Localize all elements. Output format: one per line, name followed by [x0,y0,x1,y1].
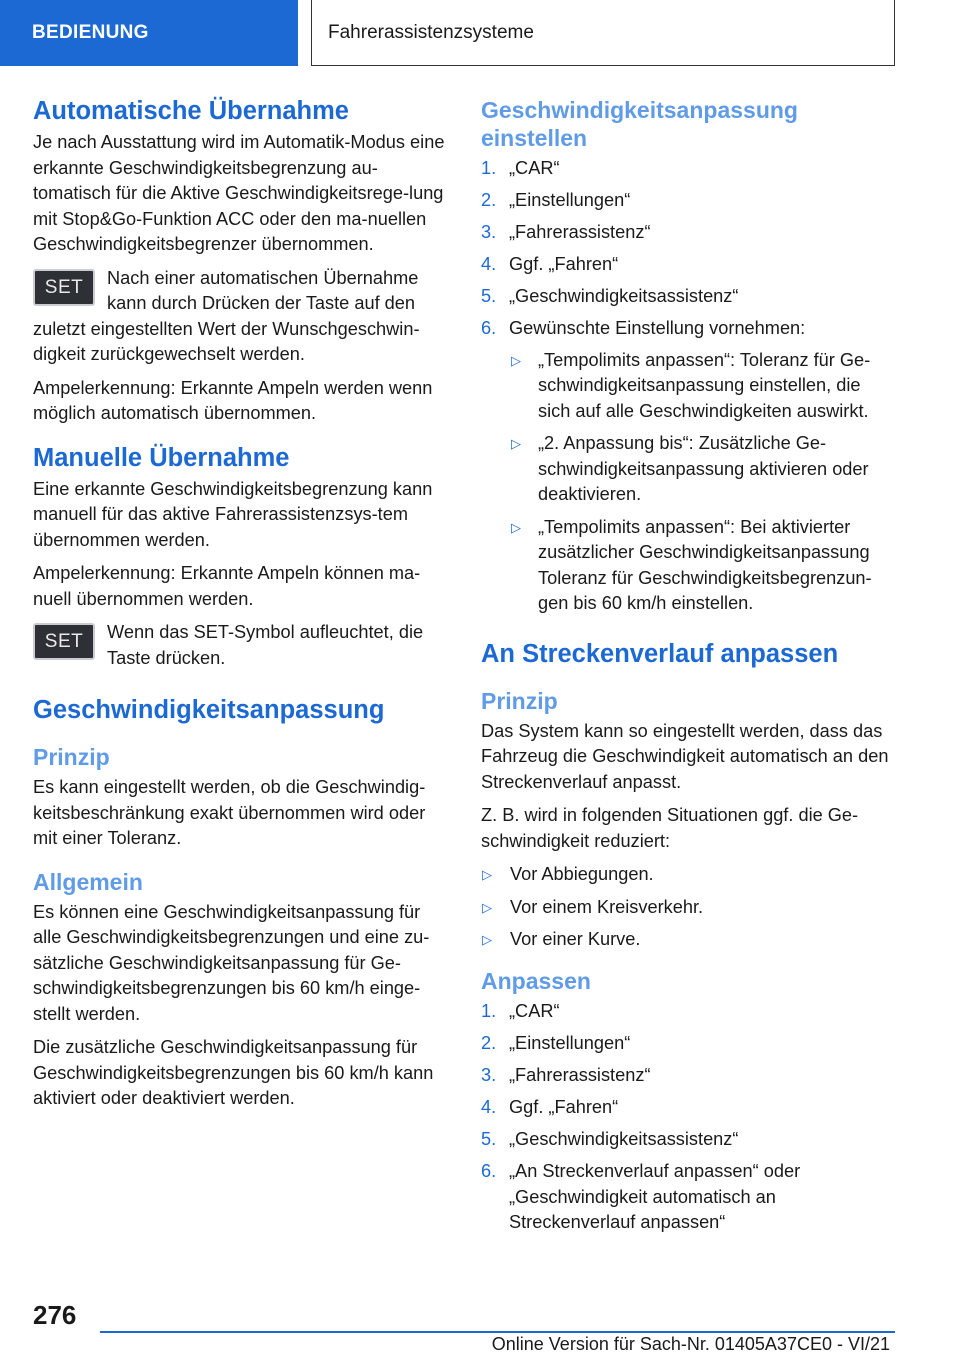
list-item [509,348,895,425]
set-button-icon: SET [33,623,95,660]
paragraph: Es kann eingestellt werden, ob die Geschwindig-keitsbeschränkung exakt übernommen wird oder mit einer Toleranz. [33,777,426,848]
bullet-text: „Tempolimits anpassen“: Bei aktivierter zusätzlicher Geschwindigkeitsanpassung Toleranz für Geschwindigkeitsbegrenzun-gen bis 60 km/h einstellen. [538,516,872,614]
heading-automatic-takeover: Automatische Übernahme [33,97,349,125]
subheading-general: Allgemein [33,868,143,895]
step-number: 6. [481,318,497,339]
paragraph: Ampelerkennung: Erkannte Ampeln werden wenn möglich automatisch übernommen. [33,377,433,423]
set-note [33,266,447,368]
settings-steps [481,156,895,617]
paragraph: Z. B. wird in folgenden Situationen ggf. die Ge-schwindigkeit reduziert: [481,805,859,851]
step-number: 2. [481,1033,497,1054]
list-item [481,927,895,953]
list-item [481,284,895,310]
right-column [481,96,895,1244]
step-text: „CAR“ [509,158,560,178]
list-item [481,156,895,182]
step-text: Ggf. „Fahren“ [509,254,619,275]
subheading-adjust: Anpassen [481,967,591,994]
list-item [481,1063,895,1089]
list-item [481,316,895,617]
subheading-speed-settings: Geschwindigkeitsanpassung einstellen [481,97,798,151]
list-item [481,220,895,246]
heading-manual-takeover: Manuelle Übernahme [33,443,290,472]
set-note-text: Wenn das SET-Symbol aufleuchtet, die Taste drücken. [107,622,424,668]
bullet-text: Vor einem Kreisverkehr. [510,896,704,917]
paragraph: Die zusätzliche Geschwindigkeitsanpassung für Geschwindigkeitsbegrenzungen bis 60 km/h kann aktiviert oder deaktiviert werden. [33,1037,434,1108]
bullet-text: „2. Anpassung bis“: Zusätzliche Ge-schwindigkeitsanpassung aktivieren oder deaktivieren. [538,433,869,505]
step-text: „CAR“ [509,1000,560,1021]
list-item [481,1127,895,1153]
step-number: 3. [481,1065,497,1086]
paragraph: Je nach Ausstattung wird im Automatik-Modus eine erkannte Geschwindigkeitsbegrenzung au-tomatisch für die Aktive Geschwindigkeitsrege-lung mit Stop&Go-Funktion ACC oder den ma-nuellen Geschwindigkeitsbegrenzer übernommen. [33,132,445,254]
step-text: Ggf. „Fahren“ [509,1097,619,1118]
list-item [481,252,895,278]
settings-sub-bullets [509,348,895,617]
step-number: 1. [481,1000,497,1021]
step-text: „Fahrerassistenz“ [509,222,651,243]
subheading-principle: Prinzip [481,687,558,714]
step-text: „Geschwindigkeitsassistenz“ [509,1129,739,1150]
triangle-bullet-icon: ▷ [511,436,521,452]
bullet-text: Vor einer Kurve. [510,929,641,950]
bullet-text: „Tempolimits anpassen“: Toleranz für Ge-schwindigkeitsanpassung einstellen, die sich auf alle Geschwindigkeiten auswirkt. [538,349,871,421]
triangle-bullet-icon: ▷ [482,932,492,948]
triangle-bullet-icon: ▷ [511,519,521,535]
set-button-icon: SET [33,269,95,306]
step-number: 4. [481,1097,497,1118]
set-note-text: Nach einer automatischen Übernahme kann durch Drücken der Taste auf den zuletzt eingestellten Wert der Wunschgeschwin-digkeit zurückgewechselt werden. [33,267,420,364]
subheading-principle: Prinzip [33,744,110,770]
section-tab: BEDIENUNG [0,0,298,66]
chapter-title: Fahrerassistenzsysteme [311,0,895,66]
page-header [0,0,960,66]
footer-version-text: Online Version für Sach-Nr. 01405A37CE0 - VI/21 [491,1334,890,1354]
paragraph: Das System kann so eingestellt werden, dass das Fahrzeug die Geschwindigkeit automatisch an den Streckenverlauf anpasst. [481,720,889,792]
step-text: „Fahrerassistenz“ [509,1065,651,1086]
heading-adapt-route: An Streckenverlauf anpassen [481,639,839,668]
step-text: „An Streckenverlauf anpassen“ oder „Geschwindigkeit automatisch an Streckenverlauf anpassen“ [509,1161,801,1233]
heading-speed-adjustment: Geschwindigkeitsanpassung [33,696,385,724]
set-note [33,620,447,671]
step-text: „Geschwindigkeitsassistenz“ [509,286,739,307]
left-column [33,96,447,1120]
step-number: 5. [481,1129,497,1150]
list-item [481,895,895,921]
triangle-bullet-icon: ▷ [511,352,521,368]
triangle-bullet-icon: ▷ [482,867,492,883]
footer-divider [100,1331,895,1333]
triangle-bullet-icon: ▷ [482,899,492,915]
list-item [509,431,895,508]
paragraph: Eine erkannte Geschwindigkeitsbegrenzung kann manuell für das aktive Fahrerassistenzsys-tem übernommen werden. [33,478,433,550]
step-number: 1. [481,158,497,178]
step-number: 4. [481,254,497,275]
list-item [481,1031,895,1057]
step-text: „Einstellungen“ [509,1033,631,1054]
list-item [481,999,895,1025]
step-number: 6. [481,1161,497,1182]
step-number: 2. [481,190,497,211]
step-text: Gewünschte Einstellung vornehmen: [509,318,806,339]
page-footer [0,1290,960,1362]
step-text: „Einstellungen“ [509,190,631,211]
list-item [481,188,895,214]
adjust-steps [481,999,895,1236]
list-item [509,515,895,617]
list-item [481,862,895,888]
step-number: 3. [481,222,497,243]
paragraph: Es können eine Geschwindigkeitsanpassung für alle Geschwindigkeitsbegrenzungen und eine zu-sätzliche Geschwindigkeitsanpassung für Ge-schwindigkeitsbegrenzungen bis 60 km/h einge-stellt werden. [33,901,430,1024]
list-item [481,1159,895,1236]
page-number: 276 [33,1300,77,1330]
paragraph: Ampelerkennung: Erkannte Ampeln können ma-nuell übernommen werden. [33,563,421,609]
situation-bullets [481,862,895,953]
list-item [481,1095,895,1121]
bullet-text: Vor Abbiegungen. [510,864,654,885]
step-number: 5. [481,286,497,307]
